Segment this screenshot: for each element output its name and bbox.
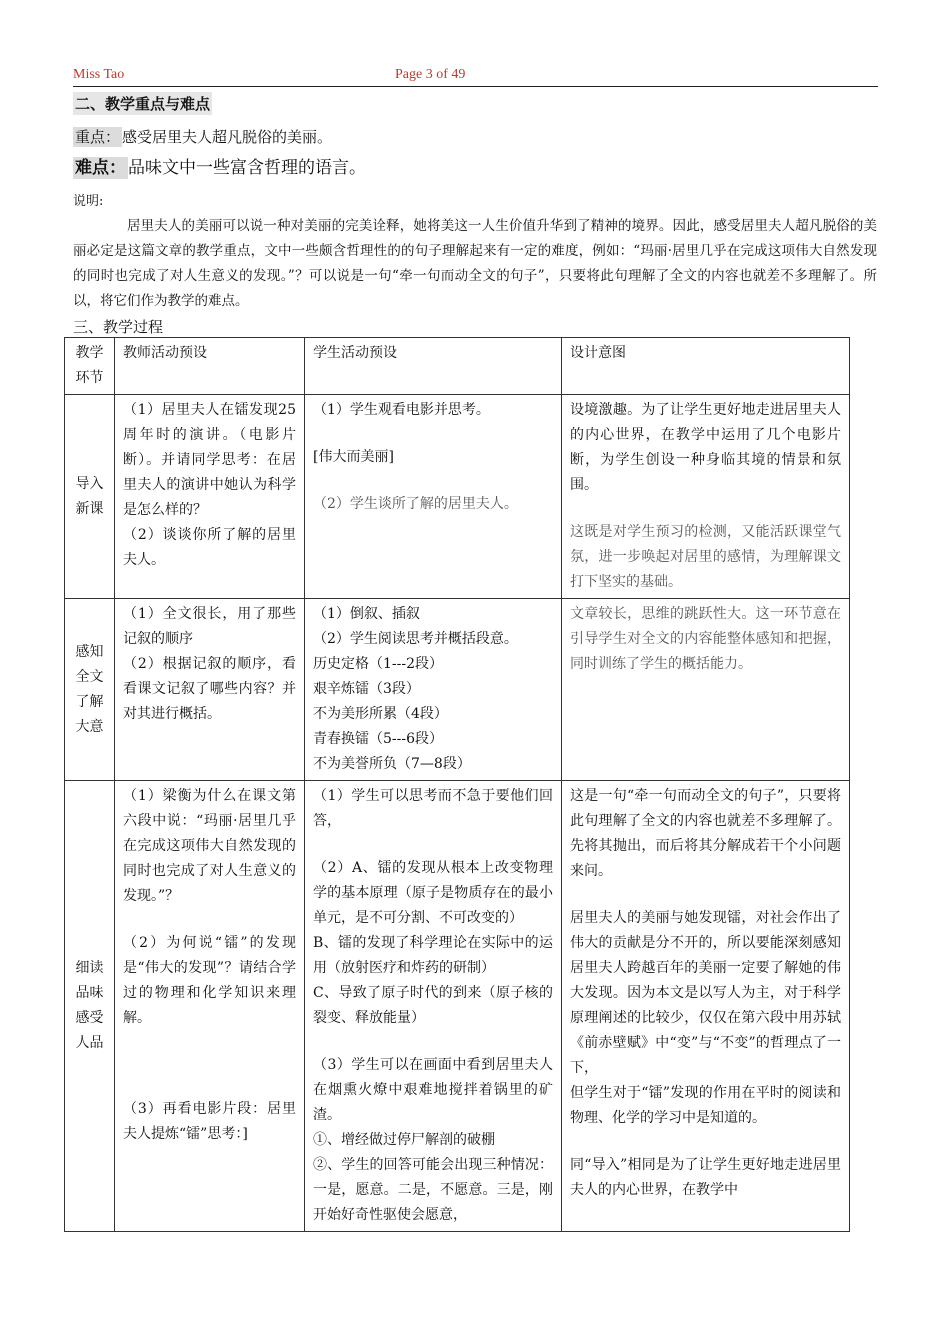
intent-cell	[562, 395, 850, 599]
table-header-row	[65, 338, 850, 395]
student-cell	[305, 599, 562, 781]
student-cell	[305, 395, 562, 599]
cell-line: （1）居里夫人在镭发现25周年时的演讲。（电影片断）。并请同学思考：在居里夫人的演讲中她认为科学是怎么样的？	[123, 402, 296, 518]
teaching-process-table	[64, 337, 850, 1232]
header-page-number: Page 3 of 49	[395, 67, 466, 82]
cell-line: 这是一句“牵一句而动全文的句子”，只要将此句理解了全文的内容也就差不多理解了。先将其抛出，而后将其分解成若干个小问题来问。	[570, 788, 841, 879]
cell-line: （2）根据记叙的顺序，看看课文记叙了哪些内容？并对其进行概括。	[123, 656, 296, 722]
cell-line: （2）谈谈你所了解的居里夫人。	[123, 527, 296, 568]
teacher-cell	[115, 395, 305, 599]
header-student: 学生活动预设	[305, 338, 562, 395]
explanation-paragraph: 居里夫人的美丽可以说一种对美丽的完美诠释，她将美这一人生价值升华到了精神的境界。因此，感受居里夫人超凡脱俗的美丽必定是这篇文章的教学重点，文中一些颇含哲理性的的句子理解起来有一定的难度，例如：“玛丽·居里几乎在完成这项伟大自然发现的同时也完成了对人生意义的发现。”？可以说是一句“牵一句而动全文的句子”，只要将此句理解了全文的内容也就差不多理解了。所以，将它们作为教学的难点。	[73, 218, 877, 309]
table-row	[65, 781, 850, 1232]
section-title-key-points: 二、教学重点与难点	[73, 92, 212, 115]
table-row	[65, 599, 850, 781]
intent-cell	[562, 781, 850, 1232]
cell-line: 设境激趣。为了让学生更好地走进居里夫人的内心世界，在教学中运用了几个电影片断，为学生创设一种身临其境的情景和氛围。	[570, 402, 841, 493]
header-intent: 设计意图	[562, 338, 850, 395]
cell-line: 青春换镭（5---6段）	[313, 731, 444, 747]
stage-cell: 细读品味感受人品	[65, 781, 115, 1232]
cell-line: 不为美誉所负（7—8段）	[313, 756, 471, 772]
cell-line: 但学生对于“镭”发现的作用在平时的阅读和物理、化学的学习中是知道的。	[570, 1085, 841, 1126]
intent-cell	[562, 599, 850, 781]
cell-line: 历史定格（1---2段）	[313, 656, 444, 672]
teacher-cell	[115, 599, 305, 781]
cell-line: C、导致了原子时代的到来（原子核的裂变、释放能量）	[313, 985, 553, 1026]
cell-line: 同“导入”相同是为了让学生更好地走进居里夫人的内心世界，在教学中	[570, 1157, 841, 1198]
cell-line: [伟大而美丽]	[313, 449, 394, 465]
cell-line: 艰辛炼镭（3段）	[313, 681, 420, 697]
cell-line: 不为美形所累（4段）	[313, 706, 448, 722]
stage-cell: 感知全文了解大意	[65, 599, 115, 781]
cell-line: （3）再看电影片段：居里夫人提炼“镭”思考：]	[123, 1101, 296, 1142]
key-point-text: 感受居里夫人超凡脱俗的美丽。	[122, 128, 333, 146]
explanation-heading: 说明:	[73, 194, 104, 209]
difficulty-label: 难点：	[75, 158, 126, 178]
cell-line: 居里夫人的美丽与她发现镭，对社会作出了伟大的贡献是分不开的，所以要能深刻感知居里夫人跨越百年的美丽一定要了解她的伟大发现。因为本文是以写人为主，对于科学原理阐述的比较少，仅仅在第六段中用苏轼《前赤壁赋》中“变”与“不变”的哲理点了一下，	[570, 910, 841, 1076]
page-header	[73, 66, 878, 87]
stage-cell: 导入新课	[65, 395, 115, 599]
header-teacher: 教师活动预设	[115, 338, 305, 395]
cell-line: ①、增经做过停尸解剖的破棚	[313, 1132, 495, 1148]
cell-line: （2）学生谈所了解的居里夫人。	[313, 496, 518, 512]
cell-line: ②、学生的回答可能会出现三种情况：一是，愿意。二是，不愿意。三是，刚开始好奇性驱使会愿意，	[313, 1157, 553, 1223]
cell-line: （1）学生可以思考而不急于要他们回答，	[313, 788, 553, 829]
cell-line: （3）学生可以在画面中看到居里夫人在烟熏火燎中艰难地搅拌着锅里的矿渣。	[313, 1057, 553, 1123]
cell-line: （1）倒叙、插叙	[313, 606, 420, 622]
table-row	[65, 395, 850, 599]
cell-line: （2）为何说“镭”的发现是“伟大的发现”？请结合学过的物理和化学知识来理解。	[123, 935, 296, 1026]
cell-line: （1）学生观看电影并思考。	[313, 402, 490, 418]
cell-line: B、镭的发现了科学理论在实际中的运用（放射医疗和炸药的研制）	[313, 935, 553, 976]
section-title-process: 三、教学过程	[73, 318, 164, 336]
teacher-cell	[115, 781, 305, 1232]
difficulty-text: 品味文中一些富含哲理的语言。	[128, 158, 366, 178]
key-point	[73, 126, 332, 147]
cell-line: （2）A、镭的发现从根本上改变物理学的基本原理（原子是物质存在的最小单元，是不可分割、不可改变的）	[313, 860, 553, 926]
header-stage: 教学环节	[65, 338, 115, 395]
cell-line: 文章较长，思维的跳跃性大。这一环节意在引导学生对全文的内容能整体感知和把握，同时训练了学生的概括能力。	[570, 606, 841, 672]
difficulty-point	[73, 153, 366, 178]
cell-line: （1）全文很长，用了那些记叙的顺序	[123, 606, 296, 647]
cell-line: 这既是对学生预习的检测，又能活跃课堂气氛，进一步唤起对居里的感情，为理解课文打下坚实的基础。	[570, 524, 841, 590]
student-cell	[305, 781, 562, 1232]
header-author: Miss Tao	[73, 67, 125, 82]
cell-line: （2）学生阅读思考并概括段意。	[313, 631, 518, 647]
cell-line: （1）梁衡为什么在课文第六段中说：“玛丽·居里几乎在完成这项伟大自然发现的同时也完成了对人生意义的发现。”？	[123, 788, 296, 904]
key-point-label: 重点：	[75, 128, 121, 146]
